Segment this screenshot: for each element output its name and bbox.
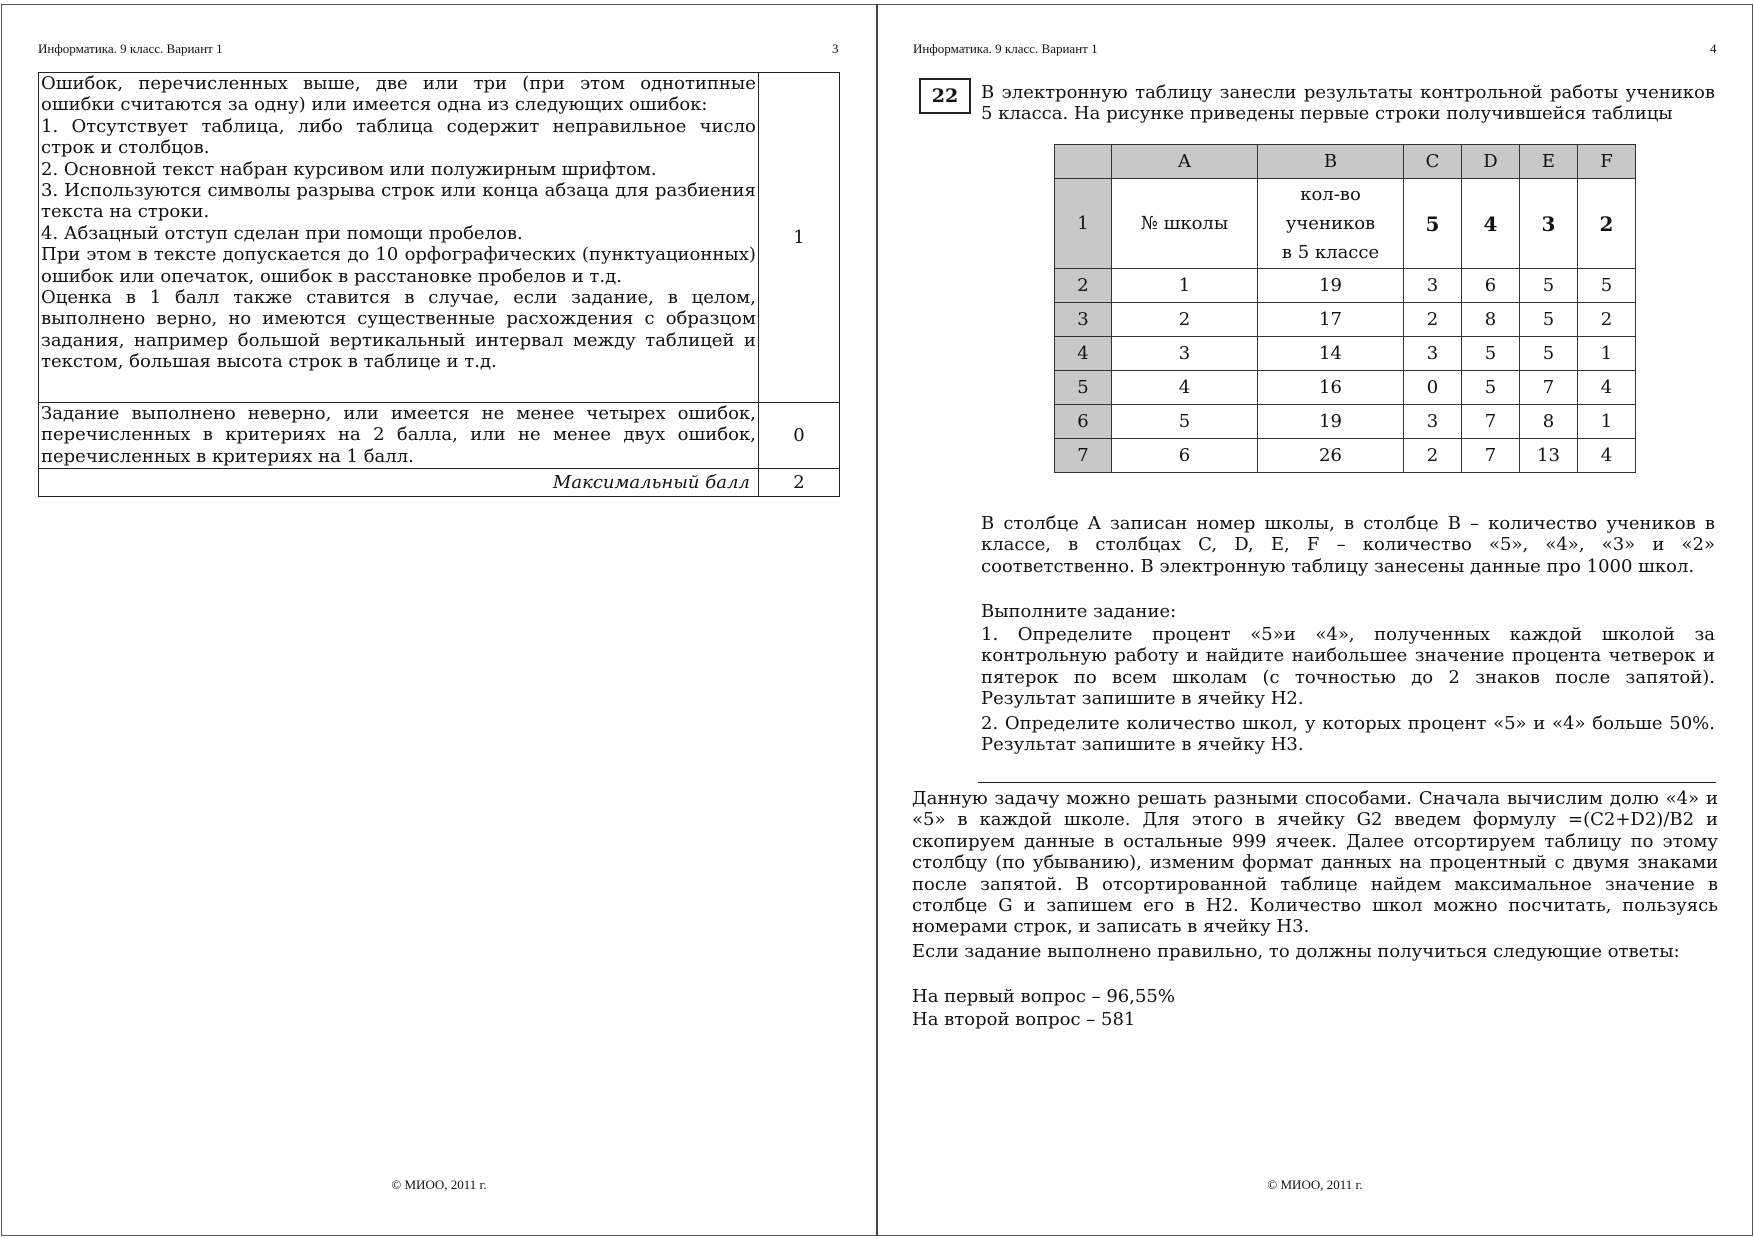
answer-2: На второй вопрос – 581 <box>912 1009 1136 1030</box>
max-score-value: 2 <box>758 469 839 497</box>
table-cell: 2 <box>1404 439 1462 473</box>
table-cell: 5 <box>1578 269 1636 303</box>
column-header: E <box>1520 145 1578 179</box>
table-cell: 4 <box>1578 439 1636 473</box>
table-cell: 5 <box>1462 337 1520 371</box>
max-score-label: Максимальный балл <box>39 469 759 497</box>
page-header: Информатика. 9 класс. Вариант 1 <box>913 41 1098 56</box>
table-cell: 3 <box>1404 269 1462 303</box>
table-cell: 5 <box>1112 405 1258 439</box>
task-intro: В электронную таблицу занесли результаты контрольной работы учеников 5 класса. На рисунке приведены первые строки получившейся таблицы <box>981 82 1715 125</box>
table-cell: 26 <box>1258 439 1404 473</box>
table-cell: 3 <box>1404 337 1462 371</box>
cell-line: учеников <box>1285 213 1376 234</box>
table-cell: 2 <box>1404 303 1462 337</box>
right-page <box>878 4 1752 1234</box>
task-number-box: 22 <box>919 78 971 114</box>
criteria-description <box>39 73 759 403</box>
criteria-row <box>39 73 840 403</box>
column-header: D <box>1462 145 1520 179</box>
table-cell: 1 <box>1578 337 1636 371</box>
table-cell: 13 <box>1520 439 1578 473</box>
column-header: F <box>1578 145 1636 179</box>
row-header: 3 <box>1055 303 1112 337</box>
criteria-line: 2. Основной текст набран курсивом или полужирным шрифтом. <box>41 158 657 180</box>
row-header: 5 <box>1055 371 1112 405</box>
table-cell: 1 <box>1112 269 1258 303</box>
table-cell: 4 <box>1112 371 1258 405</box>
answer-intro: Если задание выполнено правильно, то должны получиться следующие ответы: <box>912 941 1680 962</box>
table-cell: 6 <box>1112 439 1258 473</box>
criteria-line: 1. Отсутствует таблица, либо таблица содержит неправильное число строк и столбцов. <box>41 115 756 159</box>
table-cell: 3 <box>1112 337 1258 371</box>
table-cell: 5 <box>1520 337 1578 371</box>
criteria-points: 0 <box>758 403 839 469</box>
table-cell: 19 <box>1258 405 1404 439</box>
table-row <box>1055 439 1636 473</box>
criteria-points: 1 <box>758 73 839 403</box>
criteria-table <box>38 72 840 497</box>
table-row <box>1055 179 1636 269</box>
table-cell: 8 <box>1520 405 1578 439</box>
table-cell: 1 <box>1578 405 1636 439</box>
table-cell: 6 <box>1462 269 1520 303</box>
table-cell: 19 <box>1258 269 1404 303</box>
task-item-2: 2. Определите количество школ, у которых процент «5» и «4» больше 50%. Результат запишите в ячейку H3. <box>981 713 1715 756</box>
page-number: 3 <box>832 41 839 56</box>
criteria-description <box>39 403 759 469</box>
table-cell: № школы <box>1112 179 1258 269</box>
table-cell: 5 <box>1520 303 1578 337</box>
table-row <box>1055 337 1636 371</box>
page-footer: © МИОО, 2011 г. <box>391 1177 487 1192</box>
table-cell: 7 <box>1520 371 1578 405</box>
table-cell: 0 <box>1404 371 1462 405</box>
table-cell: 5 <box>1520 269 1578 303</box>
criteria-row <box>39 403 840 469</box>
page-header: Информатика. 9 класс. Вариант 1 <box>38 41 223 56</box>
table-cell: 17 <box>1258 303 1404 337</box>
max-score-row <box>39 469 840 497</box>
row-header: 2 <box>1055 269 1112 303</box>
table-cell: 3 <box>1520 179 1578 269</box>
row-header: 7 <box>1055 439 1112 473</box>
table-cell: 2 <box>1578 303 1636 337</box>
page-number: 4 <box>1710 41 1717 56</box>
section-separator <box>978 782 1716 783</box>
column-header: B <box>1258 145 1404 179</box>
table-cell: 3 <box>1404 405 1462 439</box>
table-row <box>1055 303 1636 337</box>
table-description: В столбце A записан номер школы, в столбце B – количество учеников в классе, в столбцах C, D, E, F – количество «5», «4», «3» и «2» соответственно. В электронную таблицу занесены данные про 1000 школ. <box>981 513 1715 577</box>
criteria-line: Оценка в 1 балл также ставится в случае, если задание, в целом, выполнено верно, но имеются существенные расхождения с образцом задания, например большой вертикальный интервал между таблицей и текстом, большая высота строк в таблице и т.д. <box>41 287 756 373</box>
column-header: C <box>1404 145 1462 179</box>
solution-text: Данную задачу можно решать разными способами. Сначала вычислим долю «4» и «5» в каждой школе. Для этого в ячейку G2 введем формулу =(C2+D2)/B2 и скопируем данные в остальные 999 ячеек. Далее отсортируем таблицу по этому столбцу (по убыванию), изменим формат данных на процентный с двумя знаками после запятой. В отсортированной таблице найдем максимальное значение в столбце G и запишем его в H2. Количество школ можно посчитать, пользуясь номерами строк, и записать в ячейку H3. <box>912 788 1718 938</box>
spreadsheet-table <box>1054 144 1636 473</box>
table-cell <box>1258 179 1404 269</box>
row-header: 6 <box>1055 405 1112 439</box>
criteria-line: При этом в тексте допускается до 10 орфографических (пунктуационных) ошибок или опечаток, ошибок в расстановке пробелов и т.д. <box>41 244 756 287</box>
table-cell: 2 <box>1112 303 1258 337</box>
table-cell: 8 <box>1462 303 1520 337</box>
answer-1: На первый вопрос – 96,55% <box>912 986 1175 1007</box>
table-cell: 5 <box>1462 371 1520 405</box>
table-cell: 4 <box>1578 371 1636 405</box>
row-header: 1 <box>1055 179 1112 269</box>
criteria-line: 3. Используются символы разрыва строк или конца абзаца для разбиения текста на строки. <box>41 180 756 223</box>
row-header: 4 <box>1055 337 1112 371</box>
criteria-line: Ошибок, перечисленных выше, две или три (при этом однотипные ошибки считаются за одну) или имеется одна из следующих ошибок: <box>41 73 756 116</box>
page-footer: © МИОО, 2011 г. <box>1267 1177 1363 1192</box>
column-header-row <box>1055 145 1636 179</box>
table-cell: 5 <box>1404 179 1462 269</box>
criteria-line: Задание выполнено неверно, или имеется не менее четырех ошибок, перечисленных в критериях на 2 балла, или не менее двух ошибок, перечисленных в критериях на 1 балл. <box>41 403 756 467</box>
criteria-line: 4. Абзацный отступ сделан при помощи пробелов. <box>41 222 523 244</box>
cell-line: в 5 классе <box>1281 242 1380 263</box>
table-cell: 4 <box>1462 179 1520 269</box>
table-cell: 7 <box>1462 405 1520 439</box>
column-header: A <box>1112 145 1258 179</box>
table-cell: 16 <box>1258 371 1404 405</box>
table-row <box>1055 405 1636 439</box>
table-row <box>1055 269 1636 303</box>
table-cell: 7 <box>1462 439 1520 473</box>
task-item-1: 1. Определите процент «5»и «4», полученных каждой школой за контрольную работу и найдите наибольшее значение процента четверок и пятерок по всем школам (с точностью до 2 знаков после запятой). Результат запишите в ячейку H2. <box>981 624 1715 710</box>
cell-line: кол-во <box>1300 184 1361 205</box>
table-cell: 14 <box>1258 337 1404 371</box>
corner-cell <box>1055 145 1112 179</box>
table-row <box>1055 371 1636 405</box>
task-instruction: Выполните задание: <box>981 601 1177 622</box>
left-page <box>2 4 876 1234</box>
table-cell: 2 <box>1578 179 1636 269</box>
